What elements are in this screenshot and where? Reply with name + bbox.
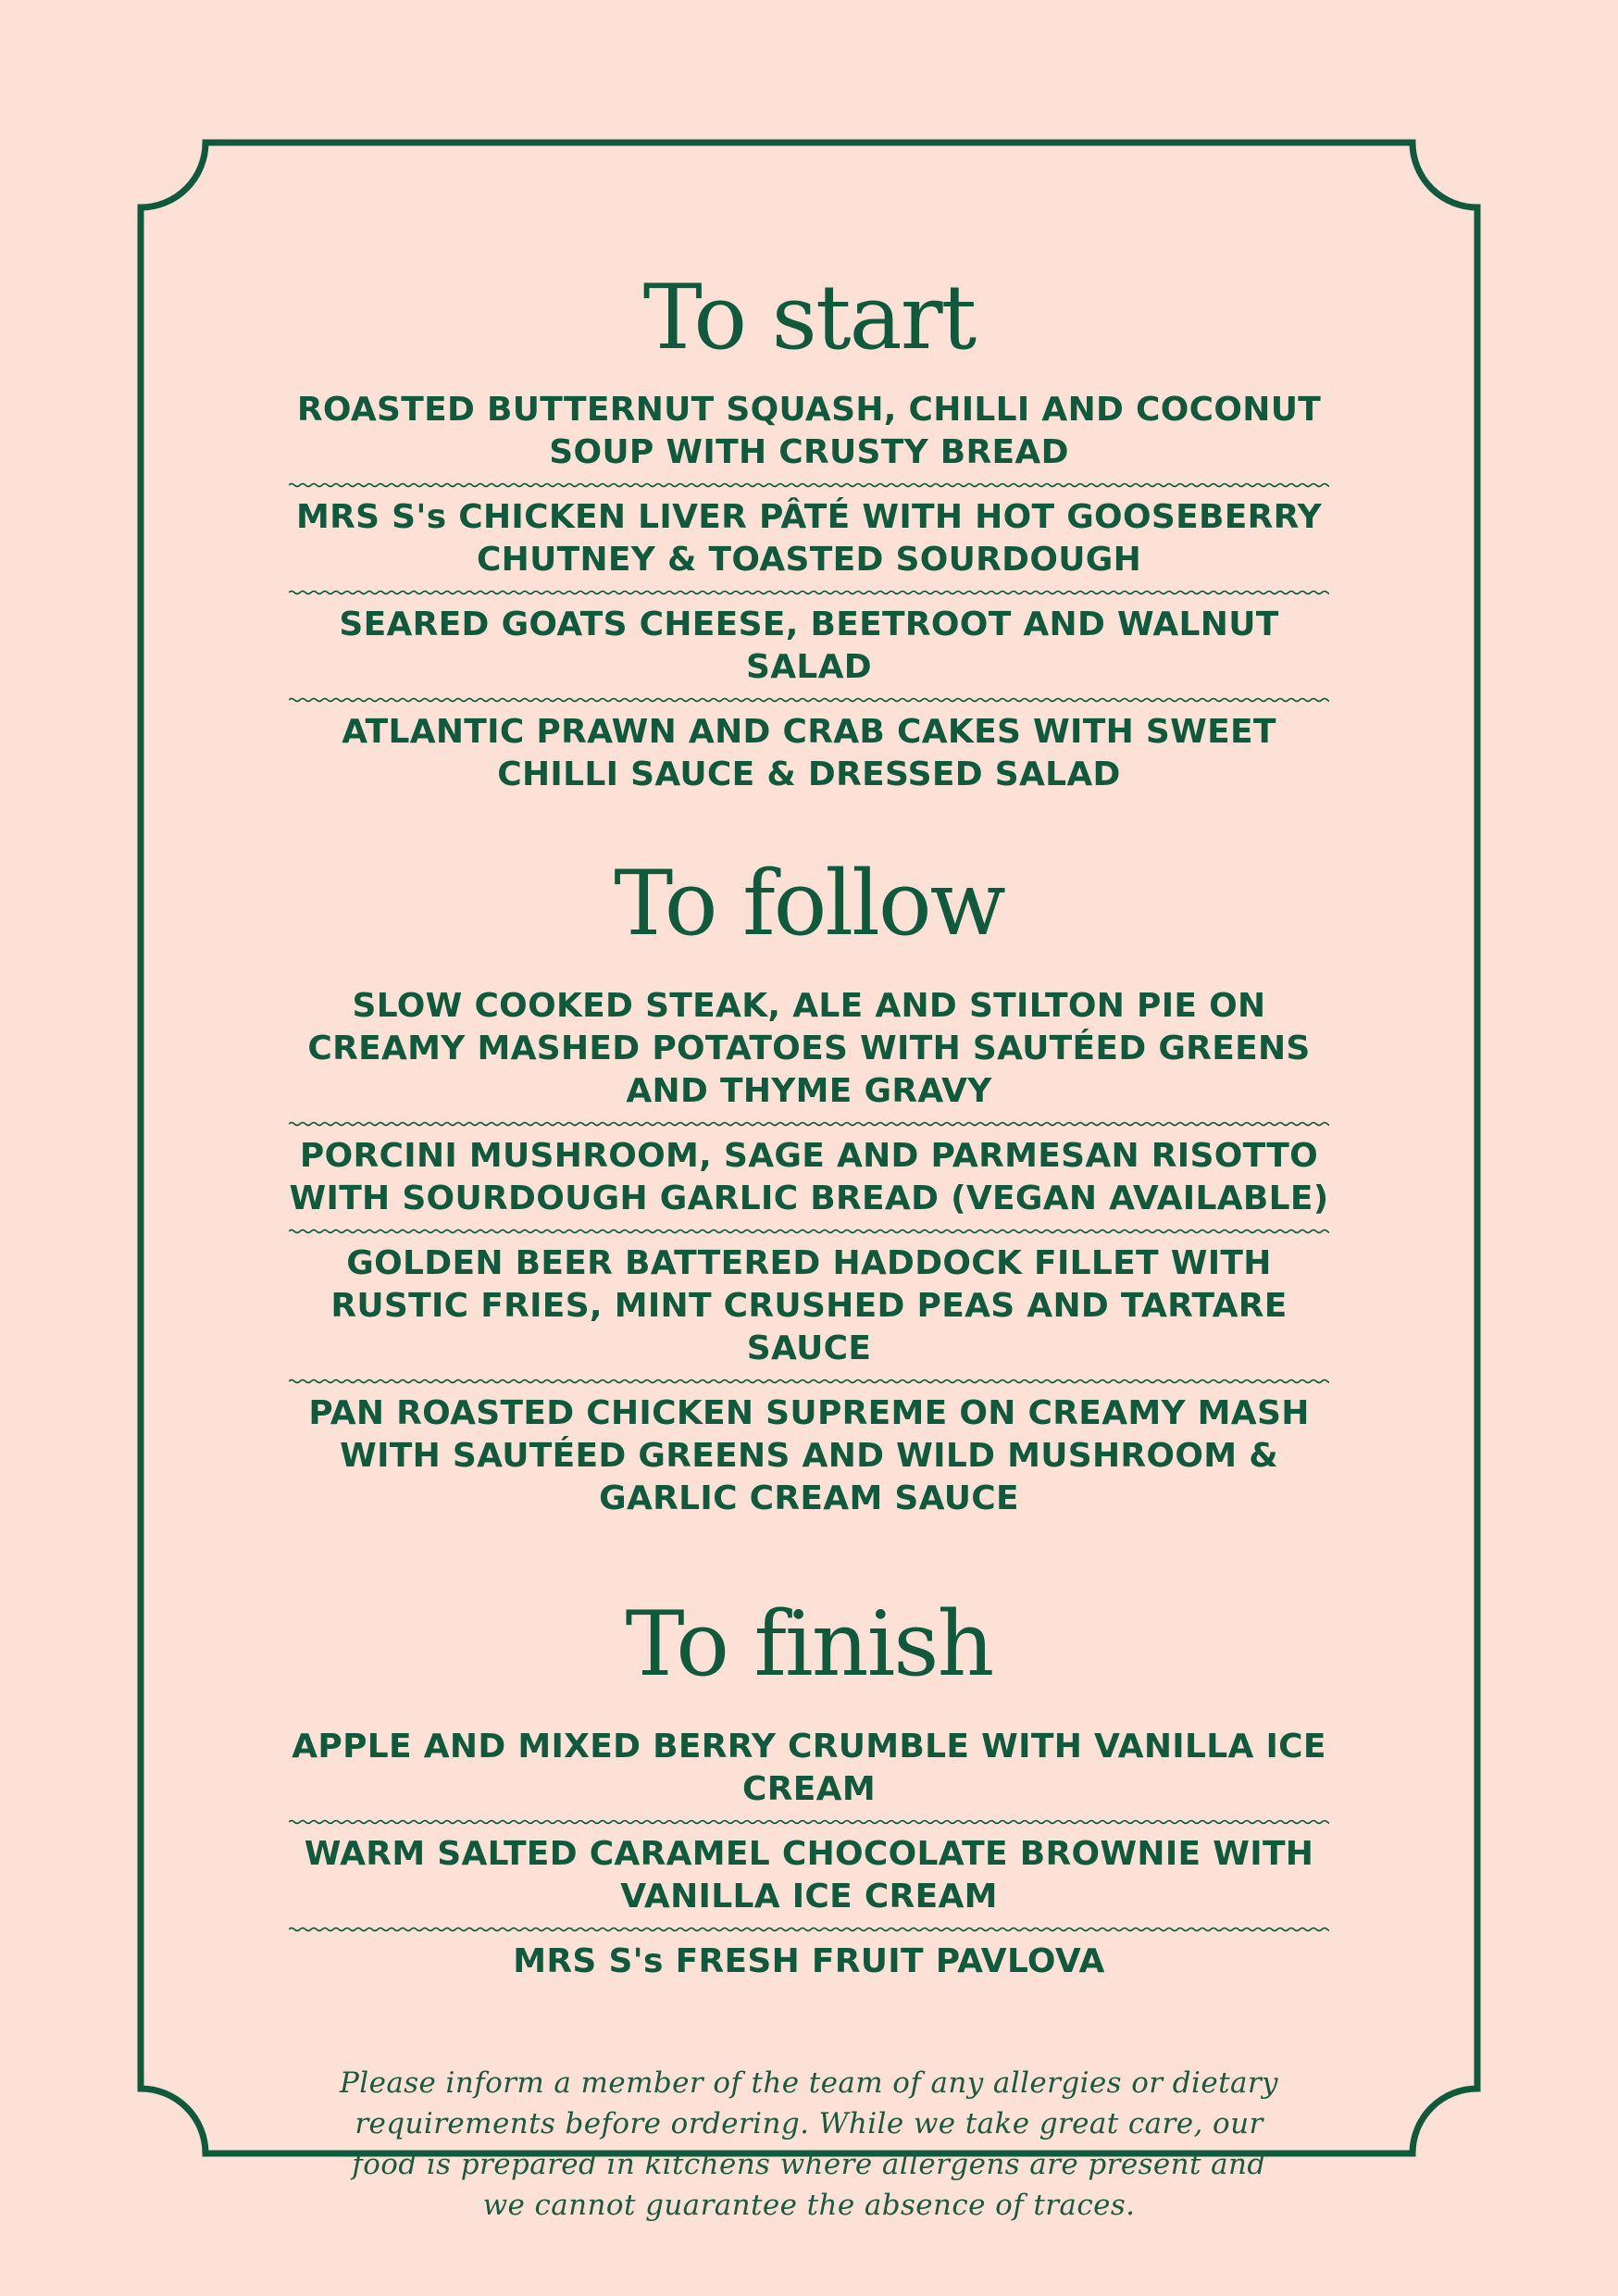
section-to-finish [289,1592,1329,1989]
section-title-follow: To follow [614,852,1004,955]
wavy-divider [289,1118,1329,1129]
dessert-list [289,1720,1329,1989]
menu-item: MRS S's CHICKEN LIVER PÂTÉ WITH HOT GOOSEBERRY CHUTNEY & TOASTED SOURDOUGH [295,498,1323,579]
menu-content [289,250,1329,2226]
menu-item: PAN ROASTED CHICKEN SUPREME ON CREAMY MASH WITH SAUTÉED GREENS AND WILD MUSHROOM & GARLIC CREAM SAUCE [308,1394,1310,1517]
starter-list [289,383,1329,802]
menu-item: GOLDEN BEER BATTERED HADDOCK FILLET WITH RUSTIC FRIES, MINT CRUSHED PEAS AND TARTARE SAUCE [330,1244,1288,1367]
wavy-divider [289,1376,1329,1387]
menu-item: ATLANTIC PRAWN AND CRAB CAKES WITH SWEET CHILLI SAUCE & DRESSED SALAD [342,713,1276,793]
menu-item: SEARED GOATS CHEESE, BEETROOT AND WALNUT SALAD [339,605,1279,686]
menu-item: ROASTED BUTTERNUT SQUASH, CHILLI AND COCONUT SOUP WITH CRUSTY BREAD [296,391,1322,471]
wavy-divider [289,480,1329,491]
wavy-divider [289,587,1329,598]
wavy-divider [289,1226,1329,1237]
main-list [289,980,1329,1526]
menu-item: SLOW COOKED STEAK, ALE AND STILTON PIE ON CREAMY MASHED POTATOES WITH SAUTÉED GREENS AND THYME GRAVY [307,987,1311,1110]
menu-item: WARM SALTED CARAMEL CHOCOLATE BROWNIE WITH VANILLA ICE CREAM [304,1835,1314,1915]
menu-item: PORCINI MUSHROOM, SAGE AND PARMESAN RISOTTO WITH SOURDOUGH GARLIC BREAD (VEGAN AVAILABLE) [289,1137,1329,1217]
wavy-divider [289,694,1329,705]
section-to-start [289,266,1329,802]
wavy-divider [289,1816,1329,1828]
section-title-start: To start [642,266,976,369]
section-title-finish: To finish [625,1592,993,1696]
section-to-follow [289,852,1329,1526]
wavy-divider [289,1924,1329,1935]
menu-item: APPLE AND MIXED BERRY CRUMBLE WITH VANILLA ICE CREAM [292,1728,1326,1808]
menu-item: MRS S's FRESH FRUIT PAVLOVA [513,1942,1105,1980]
allergen-notice: Please inform a member of the team of any allergies or dietary requirements before ordering. While we take great care, our food is prepared in kitchens where allergens are present and we cannot guarantee the absence of traces. [340,2066,1278,2222]
